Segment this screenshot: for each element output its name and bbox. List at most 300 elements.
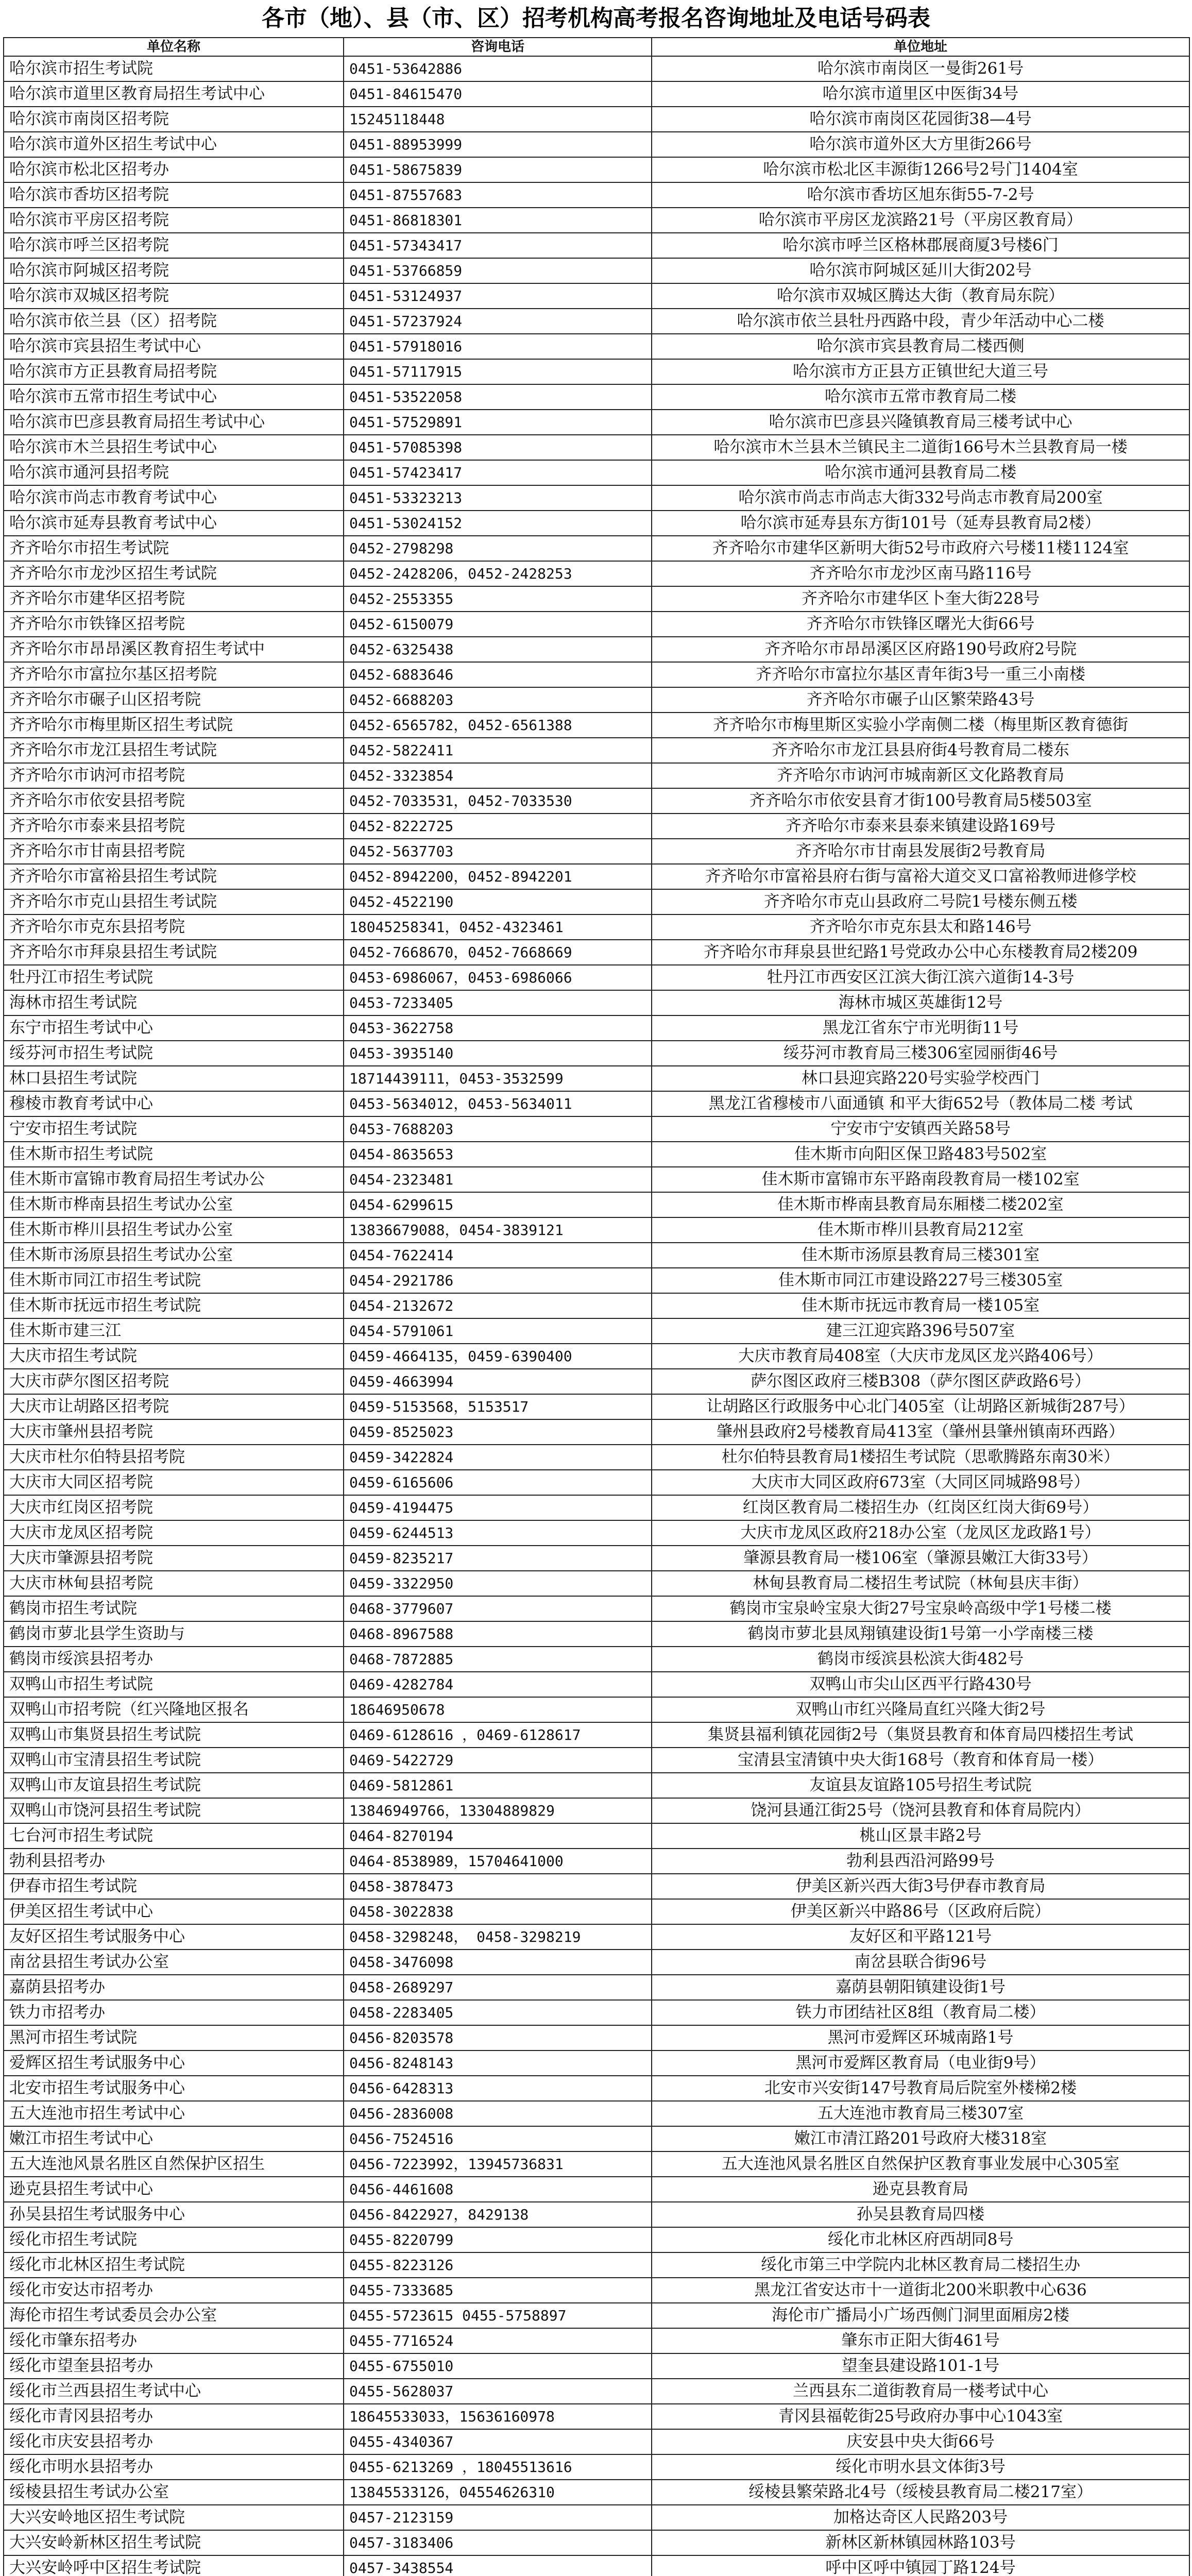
cell-unit-name: 哈尔滨市道里区教育局招生考试中心 (4, 81, 344, 107)
cell-unit-name: 海林市招生考试院 (4, 990, 344, 1015)
table-row (4, 561, 1189, 586)
cell-unit-name: 绥化市明水县招考办 (4, 2454, 344, 2480)
cell-unit-name: 哈尔滨市尚志市教育考试中心 (4, 485, 344, 511)
table-row (4, 460, 1189, 485)
cell-unit-name: 佳木斯市桦南县招生考试办公室 (4, 1192, 344, 1217)
cell-address: 南岔县联合街96号 (652, 1950, 1189, 1975)
cell-phone: 18714439111，0453-3532599 (344, 1066, 652, 1091)
table-row (4, 81, 1189, 107)
cell-unit-name: 勃利县招考办 (4, 1849, 344, 1874)
table-row (4, 410, 1189, 435)
cell-phone: 0451-53766859 (344, 258, 652, 283)
cell-phone: 0452-5637703 (344, 839, 652, 864)
cell-unit-name: 绥化市望奎县招考办 (4, 2353, 344, 2379)
cell-phone: 0451-57085398 (344, 435, 652, 460)
table-row (4, 2050, 1189, 2076)
cell-phone: 0452-6883646 (344, 662, 652, 687)
table-row (4, 2126, 1189, 2151)
cell-phone: 0468-3779607 (344, 1596, 652, 1621)
cell-address: 双鸭山市红兴隆局直红兴隆大街2号 (652, 1697, 1189, 1722)
cell-address: 哈尔滨市通河县教育局二楼 (652, 460, 1189, 485)
table-row (4, 1142, 1189, 1167)
cell-phone: 0458-2283405 (344, 2000, 652, 2025)
cell-phone: 18646950678 (344, 1697, 652, 1722)
table-row (4, 1015, 1189, 1041)
cell-address: 海林市城区英雄街12号 (652, 990, 1189, 1015)
table-row (4, 788, 1189, 814)
cell-address: 齐齐哈尔市依安县育才街100号教育局5楼503室 (652, 788, 1189, 814)
cell-unit-name: 哈尔滨市阿城区招考院 (4, 258, 344, 283)
table-row (4, 309, 1189, 334)
cell-address: 建三江迎宾路396号507室 (652, 1318, 1189, 1344)
table-row (4, 612, 1189, 637)
cell-phone: 0451-53323213 (344, 485, 652, 511)
cell-address: 嫩江市清江路201号政府大楼318室 (652, 2126, 1189, 2151)
cell-address: 哈尔滨市阿城区延川大街202号 (652, 258, 1189, 283)
table-row (4, 157, 1189, 182)
cell-unit-name: 鹤岗市萝北县学生资助与 (4, 1621, 344, 1647)
cell-unit-name: 大兴安岭新林区招生考试院 (4, 2530, 344, 2555)
cell-address: 杜尔伯特县教育局1楼招生考试院（思歌腾路东南30米） (652, 1445, 1189, 1470)
cell-unit-name: 哈尔滨市巴彦县教育局招生考试中心 (4, 410, 344, 435)
cell-unit-name: 大庆市肇州县招考院 (4, 1419, 344, 1445)
cell-address: 哈尔滨市延寿县东方街101号（延寿县教育局2楼） (652, 511, 1189, 536)
table-row (4, 637, 1189, 662)
table-row (4, 1621, 1189, 1647)
table-row (4, 1192, 1189, 1217)
cell-unit-name: 齐齐哈尔市龙江县招生考试院 (4, 738, 344, 763)
cell-phone: 0453-5634012，0453-5634011 (344, 1091, 652, 1116)
cell-address: 黑龙江省安达市十一道街北200米职教中心636 (652, 2278, 1189, 2303)
table-row (4, 1950, 1189, 1975)
table-row (4, 536, 1189, 561)
table-row (4, 2328, 1189, 2353)
cell-phone: 0459-6244513 (344, 1520, 652, 1546)
cell-unit-name: 齐齐哈尔市昂昂溪区教育招生考试中 (4, 637, 344, 662)
cell-unit-name: 嫩江市招生考试中心 (4, 2126, 344, 2151)
table-row (4, 1445, 1189, 1470)
table-row (4, 940, 1189, 965)
cell-address: 兰西县东二道街教育局一楼考试中心 (652, 2379, 1189, 2404)
cell-unit-name: 哈尔滨市道外区招生考试中心 (4, 132, 344, 157)
table-row (4, 1293, 1189, 1318)
cell-unit-name: 双鸭山市宝清县招生考试院 (4, 1748, 344, 1773)
contact-table (3, 37, 1190, 2576)
cell-unit-name: 伊美区招生考试中心 (4, 1899, 344, 1924)
cell-address: 哈尔滨市平房区龙滨路21号（平房区教育局） (652, 208, 1189, 233)
table-row (4, 586, 1189, 612)
table-row (4, 1243, 1189, 1268)
table-row (4, 2000, 1189, 2025)
table-row (4, 839, 1189, 864)
cell-unit-name: 齐齐哈尔市拜泉县招生考试院 (4, 940, 344, 965)
cell-address: 黑河市爱辉区环城南路1号 (652, 2025, 1189, 2050)
cell-address: 齐齐哈尔市富拉尔基区青年街3号一重三小南楼 (652, 662, 1189, 687)
cell-address: 铁力市团结社区8组（教育局二楼） (652, 2000, 1189, 2025)
cell-phone: 0452-5822411 (344, 738, 652, 763)
cell-unit-name: 佳木斯市汤原县招生考试办公室 (4, 1243, 344, 1268)
cell-phone: 0458-3298248， 0458-3298219 (344, 1924, 652, 1950)
cell-address: 佳木斯市抚远市教育局一楼105室 (652, 1293, 1189, 1318)
cell-address: 伊美区新兴中路86号（区政府后院） (652, 1899, 1189, 1924)
table-row (4, 2151, 1189, 2177)
cell-phone: 0451-57237924 (344, 309, 652, 334)
cell-phone: 0452-2428206，0452-2428253 (344, 561, 652, 586)
cell-address: 哈尔滨市木兰县木兰镇民主二道街166号木兰县教育局一楼 (652, 435, 1189, 460)
cell-unit-name: 大庆市招生考试院 (4, 1344, 344, 1369)
cell-phone: 0456-7223992，13945736831 (344, 2151, 652, 2177)
cell-address: 鹤岗市绥滨县松滨大街482号 (652, 1647, 1189, 1672)
cell-address: 佳木斯市富锦市东平路南段教育局一楼102室 (652, 1167, 1189, 1192)
cell-address: 林口县迎宾路220号实验学校西门 (652, 1066, 1189, 1091)
cell-phone: 18645533033，15636160978 (344, 2404, 652, 2429)
cell-unit-name: 齐齐哈尔市龙沙区招生考试院 (4, 561, 344, 586)
table-row (4, 1369, 1189, 1394)
cell-unit-name: 绥化市安达市招考办 (4, 2278, 344, 2303)
cell-phone: 0452-4522190 (344, 889, 652, 914)
cell-unit-name: 双鸭山市饶河县招生考试院 (4, 1798, 344, 1823)
cell-phone: 0455-6755010 (344, 2353, 652, 2379)
cell-address: 佳木斯市同江市建设路227号三楼305室 (652, 1268, 1189, 1293)
cell-phone: 0454-2323481 (344, 1167, 652, 1192)
column-header-name: 单位名称 (4, 38, 344, 56)
table-row (4, 1596, 1189, 1621)
table-row (4, 1546, 1189, 1571)
cell-unit-name: 哈尔滨市方正县教育局招考院 (4, 359, 344, 384)
cell-address: 伊美区新兴西大街3号伊春市教育局 (652, 1874, 1189, 1899)
cell-address: 齐齐哈尔市碾子山区繁荣路43号 (652, 687, 1189, 713)
cell-address: 新林区新林镇园林路103号 (652, 2530, 1189, 2555)
cell-unit-name: 鹤岗市绥滨县招考办 (4, 1647, 344, 1672)
cell-address: 哈尔滨市南岗区一曼街261号 (652, 56, 1189, 81)
cell-phone: 0453-7233405 (344, 990, 652, 1015)
cell-phone: 0451-53522058 (344, 384, 652, 410)
cell-phone: 0459-8525023 (344, 1419, 652, 1445)
table-row (4, 687, 1189, 713)
table-row (4, 1571, 1189, 1596)
table-row (4, 2177, 1189, 2202)
cell-phone: 0454-7622414 (344, 1243, 652, 1268)
cell-unit-name: 双鸭山市集贤县招生考试院 (4, 1722, 344, 1748)
cell-address: 哈尔滨市道里区中医街34号 (652, 81, 1189, 107)
table-row (4, 1091, 1189, 1116)
cell-phone: 0454-2132672 (344, 1293, 652, 1318)
cell-phone: 0452-3323854 (344, 763, 652, 788)
cell-address: 逊克县教育局 (652, 2177, 1189, 2202)
table-row (4, 1041, 1189, 1066)
cell-phone: 0459-4664135，0459-6390400 (344, 1344, 652, 1369)
table-row (4, 662, 1189, 687)
cell-phone: 0469-5422729 (344, 1748, 652, 1773)
table-row (4, 2555, 1189, 2576)
cell-address: 鹤岗市萝北县凤翔镇建设街1号第一小学南楼三楼 (652, 1621, 1189, 1647)
table-row (4, 1773, 1189, 1798)
table-row (4, 1268, 1189, 1293)
cell-phone: 18045258341，0452-4323461 (344, 914, 652, 940)
cell-phone: 0451-53124937 (344, 283, 652, 309)
cell-phone: 0458-3476098 (344, 1950, 652, 1975)
cell-unit-name: 齐齐哈尔市富拉尔基区招考院 (4, 662, 344, 687)
cell-phone: 0452-2553355 (344, 586, 652, 612)
cell-phone: 0452-7033531，0452-7033530 (344, 788, 652, 814)
cell-phone: 0455-5723615 0455-5758897 (344, 2303, 652, 2328)
cell-unit-name: 嘉荫县招考办 (4, 1975, 344, 2000)
cell-unit-name: 爱辉区招生考试服务中心 (4, 2050, 344, 2076)
cell-phone: 0469-6128616 ，0469-6128617 (344, 1722, 652, 1748)
table-row (4, 2227, 1189, 2252)
cell-address: 呼中区呼中镇园丁路124号 (652, 2555, 1189, 2576)
cell-address: 佳木斯市汤原县教育局三楼301室 (652, 1243, 1189, 1268)
cell-unit-name: 南岔县招生考试办公室 (4, 1950, 344, 1975)
cell-address: 佳木斯市桦南县教育局东厢楼二楼202室 (652, 1192, 1189, 1217)
cell-address: 大庆市龙凤区政府218办公室（龙凤区龙政路1号） (652, 1520, 1189, 1546)
table-row (4, 2252, 1189, 2278)
cell-address: 黑龙江省东宁市光明街11号 (652, 1015, 1189, 1041)
cell-phone: 0451-87557683 (344, 182, 652, 208)
cell-phone: 13836679088，0454-3839121 (344, 1217, 652, 1243)
cell-address: 哈尔滨市宾县教育局二楼西侧 (652, 334, 1189, 359)
cell-phone: 0457-3438554 (344, 2555, 652, 2576)
cell-unit-name: 齐齐哈尔市讷河市招考院 (4, 763, 344, 788)
cell-phone: 0455-5628037 (344, 2379, 652, 2404)
cell-phone: 0455-7716524 (344, 2328, 652, 2353)
table-body (4, 56, 1189, 2576)
cell-address: 大庆市教育局408室（大庆市龙凤区龙兴路406号） (652, 1344, 1189, 1369)
cell-phone: 0451-57343417 (344, 233, 652, 258)
cell-unit-name: 哈尔滨市呼兰区招考院 (4, 233, 344, 258)
cell-address: 友谊县友谊路105号招生考试院 (652, 1773, 1189, 1798)
table-row (4, 1672, 1189, 1697)
cell-address: 加格达奇区人民路203号 (652, 2505, 1189, 2530)
cell-phone: 0456-8203578 (344, 2025, 652, 2050)
cell-address: 哈尔滨市五常市教育局二楼 (652, 384, 1189, 410)
table-row (4, 107, 1189, 132)
cell-address: 肇源县教育局一楼106室（肇源县嫩江大街33号） (652, 1546, 1189, 1571)
cell-unit-name: 伊春市招生考试院 (4, 1874, 344, 1899)
cell-unit-name: 大庆市让胡路区招考院 (4, 1394, 344, 1419)
cell-unit-name: 齐齐哈尔市碾子山区招考院 (4, 687, 344, 713)
table-row (4, 889, 1189, 914)
table-row (4, 2202, 1189, 2227)
cell-unit-name: 大庆市杜尔伯特县招考院 (4, 1445, 344, 1470)
cell-address: 哈尔滨市道外区大方里街266号 (652, 132, 1189, 157)
cell-unit-name: 齐齐哈尔市泰来县招考院 (4, 814, 344, 839)
cell-address: 哈尔滨市方正县方正镇世纪大道三号 (652, 359, 1189, 384)
cell-phone: 0455-6213269 ，18045513616 (344, 2454, 652, 2480)
table-row (4, 864, 1189, 889)
cell-phone: 0456-4461608 (344, 2177, 652, 2202)
cell-unit-name: 孙吴县招生考试服务中心 (4, 2202, 344, 2227)
cell-unit-name: 哈尔滨市依兰县（区）招考院 (4, 309, 344, 334)
cell-address: 宝清县宝清镇中央大街168号（教育和体育局一楼） (652, 1748, 1189, 1773)
cell-address: 绥化市北林区府西胡同8号 (652, 2227, 1189, 2252)
table-row (4, 2429, 1189, 2454)
cell-unit-name: 绥化市青冈县招考办 (4, 2404, 344, 2429)
table-row (4, 1167, 1189, 1192)
cell-phone: 0455-8223126 (344, 2252, 652, 2278)
cell-unit-name: 绥芬河市招生考试院 (4, 1041, 344, 1066)
cell-address: 哈尔滨市香坊区旭东街55-7-2号 (652, 182, 1189, 208)
cell-unit-name: 齐齐哈尔市招生考试院 (4, 536, 344, 561)
cell-phone: 0455-7333685 (344, 2278, 652, 2303)
cell-address: 饶河县通江街25号（饶河县教育和体育局院内） (652, 1798, 1189, 1823)
cell-phone: 0456-8422927，8429138 (344, 2202, 652, 2227)
cell-phone: 0451-86818301 (344, 208, 652, 233)
cell-address: 齐齐哈尔市梅里斯区实验小学南侧二楼（梅里斯区教育德街 (652, 713, 1189, 738)
cell-unit-name: 双鸭山市招生考试院 (4, 1672, 344, 1697)
cell-address: 勃利县西沿河路99号 (652, 1849, 1189, 1874)
cell-unit-name: 五大连池风景名胜区自然保护区招生 (4, 2151, 344, 2177)
cell-unit-name: 北安市招生考试服务中心 (4, 2076, 344, 2101)
table-row (4, 334, 1189, 359)
cell-address: 齐齐哈尔市富裕县府右街与富裕大道交叉口富裕教师进修学校 (652, 864, 1189, 889)
cell-unit-name: 宁安市招生考试院 (4, 1116, 344, 1142)
table-row (4, 2076, 1189, 2101)
table-row (4, 359, 1189, 384)
cell-phone: 13846949766，13304889829 (344, 1798, 652, 1823)
cell-unit-name: 大兴安岭呼中区招生考试院 (4, 2555, 344, 2576)
table-row (4, 2303, 1189, 2328)
cell-address: 齐齐哈尔市建华区卜奎大街228号 (652, 586, 1189, 612)
cell-phone: 0459-5153568，5153517 (344, 1394, 652, 1419)
cell-address: 绥棱县繁荣路北4号（绥棱县教育局二楼217室） (652, 2480, 1189, 2505)
table-row (4, 1318, 1189, 1344)
table-row (4, 1924, 1189, 1950)
cell-unit-name: 友好区招生考试服务中心 (4, 1924, 344, 1950)
cell-unit-name: 铁力市招考办 (4, 2000, 344, 2025)
cell-phone: 0452-7668670，0452-7668669 (344, 940, 652, 965)
table-row (4, 1066, 1189, 1091)
cell-address: 齐齐哈尔市拜泉县世纪路1号党政办公中心东楼教育局2楼209 (652, 940, 1189, 965)
cell-unit-name: 逊克县招生考试中心 (4, 2177, 344, 2202)
cell-unit-name: 大庆市红岗区招考院 (4, 1495, 344, 1520)
cell-address: 大庆市大同区政府673室（大同区同城路98号） (652, 1470, 1189, 1495)
table-row (4, 1975, 1189, 2000)
cell-unit-name: 牡丹江市招生考试院 (4, 965, 344, 990)
cell-phone: 0468-8967588 (344, 1621, 652, 1647)
cell-unit-name: 哈尔滨市宾县招生考试中心 (4, 334, 344, 359)
cell-address: 肇东市正阳大街461号 (652, 2328, 1189, 2353)
cell-address: 齐齐哈尔市甘南县发展街2号教育局 (652, 839, 1189, 864)
cell-unit-name: 佳木斯市桦川县招生考试办公室 (4, 1217, 344, 1243)
cell-phone: 0453-7688203 (344, 1116, 652, 1142)
cell-unit-name: 双鸭山市招考院（红兴隆地区报名 (4, 1697, 344, 1722)
cell-unit-name: 大庆市肇源县招考院 (4, 1546, 344, 1571)
cell-unit-name: 齐齐哈尔市克东县招考院 (4, 914, 344, 940)
cell-address: 双鸭山市尖山区西平行路430号 (652, 1672, 1189, 1697)
cell-unit-name: 绥化市肇东招考办 (4, 2328, 344, 2353)
table-row (4, 2278, 1189, 2303)
cell-phone: 0452-6325438 (344, 637, 652, 662)
column-header-address: 单位地址 (652, 38, 1189, 56)
cell-unit-name: 齐齐哈尔市克山县招生考试院 (4, 889, 344, 914)
cell-address: 绥化市明水县文体街3号 (652, 2454, 1189, 2480)
cell-phone: 0459-3422824 (344, 1445, 652, 1470)
cell-phone: 0469-4282784 (344, 1672, 652, 1697)
cell-phone: 15245118448 (344, 107, 652, 132)
cell-unit-name: 林口县招生考试院 (4, 1066, 344, 1091)
cell-address: 青冈县福乾街25号政府办事中心1043室 (652, 2404, 1189, 2429)
cell-unit-name: 哈尔滨市五常市招生考试中心 (4, 384, 344, 410)
table-row (4, 1849, 1189, 1874)
cell-phone: 0451-88953999 (344, 132, 652, 157)
table-row (4, 965, 1189, 990)
cell-address: 齐齐哈尔市讷河市城南新区文化路教育局 (652, 763, 1189, 788)
cell-unit-name: 齐齐哈尔市富裕县招生考试院 (4, 864, 344, 889)
cell-address: 友好区和平路121号 (652, 1924, 1189, 1950)
table-row (4, 763, 1189, 788)
table-row (4, 1823, 1189, 1849)
cell-phone: 0451-58675839 (344, 157, 652, 182)
cell-unit-name: 海伦市招生考试委员会办公室 (4, 2303, 344, 2328)
cell-phone: 0451-57423417 (344, 460, 652, 485)
cell-unit-name: 佳木斯市同江市招生考试院 (4, 1268, 344, 1293)
cell-address: 萨尔图区政府三楼B308（萨尔图区萨政路6号） (652, 1369, 1189, 1394)
table-row (4, 2025, 1189, 2050)
cell-address: 哈尔滨市南岗区花园街38—4号 (652, 107, 1189, 132)
table-row (4, 258, 1189, 283)
cell-address: 鹤岗市宝泉岭宝泉大街27号宝泉岭高级中学1号楼二楼 (652, 1596, 1189, 1621)
table-row (4, 1495, 1189, 1520)
cell-address: 望奎县建设路101-1号 (652, 2353, 1189, 2379)
cell-unit-name: 佳木斯市抚远市招生考试院 (4, 1293, 344, 1318)
table-row (4, 1116, 1189, 1142)
cell-phone: 0468-7872885 (344, 1647, 652, 1672)
cell-unit-name: 哈尔滨市招生考试院 (4, 56, 344, 81)
cell-unit-name: 哈尔滨市木兰县招生考试中心 (4, 435, 344, 460)
table-row (4, 1520, 1189, 1546)
cell-address: 嘉荫县朝阳镇建设街1号 (652, 1975, 1189, 2000)
cell-address: 集贤县福利镇花园街2号（集贤县教育和体育局四楼招生考试 (652, 1722, 1189, 1748)
table-row (4, 2480, 1189, 2505)
table-row (4, 208, 1189, 233)
cell-phone: 0458-2689297 (344, 1975, 652, 2000)
cell-address: 齐齐哈尔市建华区新明大街52号市政府六号楼11楼1124室 (652, 536, 1189, 561)
cell-phone: 0451-57918016 (344, 334, 652, 359)
cell-phone: 0452-6150079 (344, 612, 652, 637)
table-row (4, 2404, 1189, 2429)
table-row (4, 2379, 1189, 2404)
table-row (4, 990, 1189, 1015)
cell-address: 牡丹江市西安区江滨大街江滨六道街14-3号 (652, 965, 1189, 990)
cell-address: 海伦市广播局小广场西侧门洞里面厢房2楼 (652, 2303, 1189, 2328)
table-row (4, 132, 1189, 157)
cell-phone: 0454-6299615 (344, 1192, 652, 1217)
cell-unit-name: 绥化市招生考试院 (4, 2227, 344, 2252)
cell-unit-name: 绥棱县招生考试办公室 (4, 2480, 344, 2505)
cell-unit-name: 穆棱市教育考试中心 (4, 1091, 344, 1116)
cell-unit-name: 鹤岗市招生考试院 (4, 1596, 344, 1621)
cell-address: 绥化市第三中学院内北林区教育局二楼招生办 (652, 2252, 1189, 2278)
cell-address: 齐齐哈尔市昂昂溪区区府路190号政府2号院 (652, 637, 1189, 662)
cell-address: 佳木斯市向阳区保卫路483号502室 (652, 1142, 1189, 1167)
cell-address: 哈尔滨市呼兰区格林郡展商厦3号楼6门 (652, 233, 1189, 258)
table-header-row (4, 38, 1189, 56)
cell-address: 齐齐哈尔市泰来县泰来镇建设路169号 (652, 814, 1189, 839)
cell-address: 林甸县教育局二楼招生考试院（林甸县庆丰街） (652, 1571, 1189, 1596)
cell-address: 五大连池市教育局三楼307室 (652, 2101, 1189, 2126)
cell-phone: 0464-8270194 (344, 1823, 652, 1849)
cell-unit-name: 哈尔滨市南岗区招考院 (4, 107, 344, 132)
cell-phone: 0464-8538989，15704641000 (344, 1849, 652, 1874)
cell-address: 绥芬河市教育局三楼306室园丽街46号 (652, 1041, 1189, 1066)
cell-unit-name: 齐齐哈尔市梅里斯区招生考试院 (4, 713, 344, 738)
cell-address: 齐齐哈尔市龙江县县府街4号教育局二楼东 (652, 738, 1189, 763)
cell-unit-name: 东宁市招生考试中心 (4, 1015, 344, 1041)
table-row (4, 738, 1189, 763)
cell-phone: 0452-6565782，0452-6561388 (344, 713, 652, 738)
cell-address: 哈尔滨市依兰县牡丹西路中段，青少年活动中心二楼 (652, 309, 1189, 334)
